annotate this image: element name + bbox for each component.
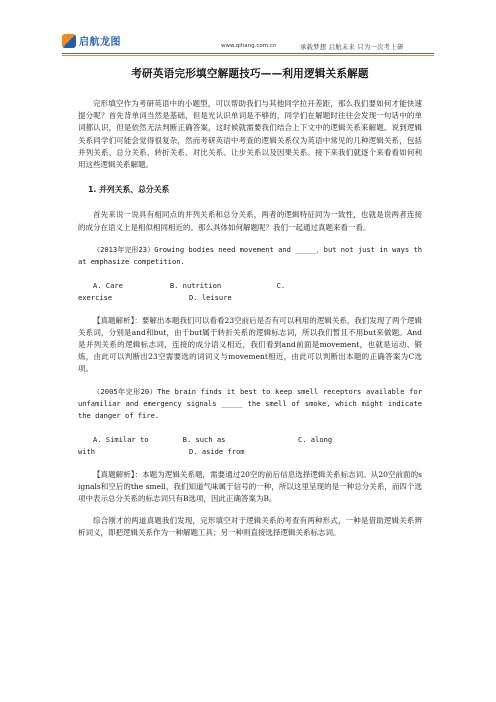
article-title: 考研英语完形填空解题技巧——利用逻辑关系解题 (131, 68, 369, 80)
example1-analysis: 【真题解析】：要解出本题我们可以看看23空前后是否有可以利用的逻辑关系，我们发现了两个逻辑关系词，分别是and和but，由于but属于转折关系的逻辑标志词，所以我们暂且不用but来做题。And是并列关系的逻辑标志词，连接的成分语义相近，我们看到and前面是movement，也就是运动、锻炼，由此可以判断出23空需要选的词词义与movement相近，由此可以判断出本题的正确答案为C选项。 (78, 315, 422, 374)
header-divider-blue (62, 53, 434, 54)
example2-options (78, 434, 422, 458)
example2-options-line2: with D. aside from (78, 447, 245, 457)
section-heading: 1. 并列关系、总分关系 (88, 185, 170, 195)
site-url: www.qihang.com.cn (221, 43, 277, 49)
header-slogan: 承载梦想 启航未来 只为一次考上研 (300, 44, 404, 51)
example1-options-line1: A. Care B. nutrition C. (93, 281, 286, 291)
example1-question: （2013年完形23）Growing bodies need movement and _____，but not just in ways that emphasize competition. (78, 244, 422, 267)
intro-paragraph: 完形填空作为考研英语中的小题型，可以帮助我们与其他同学拉开差距，那么我们要如何才能快速提分呢？首先背单词当然是基础，但是光认识单词是不够的，同学们在解题时往往会发现一句话中的单词都认识，但是依然无法判断正确答案，这时候就需要我们结合上下文中的逻辑关系来解题。说到逻辑关系同学们可能会觉得很复杂，然而考研英语中考查的逻辑关系仅为英语中常见的几种逻辑关系，包括并列关系、总分关系、转折关系、对比关系、让步关系以及因果关系。接下来我们就逐个来看看如何利用这些逻辑关系解题。 (78, 99, 422, 170)
example2-question: （2005年完形20）The brain finds it best to keep smell receptors available for unfamiliar and emergency signals _____ the smell of smoke, which might indicate the danger of fire. (78, 386, 422, 421)
logo-text: 启航龙图 (79, 37, 121, 48)
section-paragraph: 首先来说一说具有相同点的并列关系和总分关系，两者的逻辑特征同为一致性，也就是说两者连接的成分在语义上是相似相同相近的。那么具体如何解题呢？我们一起通过真题来看一看。 (78, 210, 422, 232)
article-body (78, 62, 422, 540)
conclusion-paragraph: 综合刚才的两道真题我们发现，完形填空对于逻辑关系的考查有两种形式，一种是借助逻辑关系辨析词义，即把逻辑关系作为一种解题工具；另一种则直接选择逻辑关系标志词。 (78, 516, 422, 538)
header-divider-orange (62, 55, 434, 56)
example1-options-line2: exercise D. leisure (78, 293, 232, 303)
example2-analysis: 【真题解析】：本题为逻辑关系题，需要通过20空的前后信息选择逻辑关系标志词。从20空前面的signals和空后的the smell，我们知道气味属于信号的一种，所以这里呈现的是一种总分关系，而四个选项中表示总分关系的标志词只有B选项，因此正确答案为B。 (78, 469, 422, 504)
example1-options (78, 280, 422, 304)
logo-icon (62, 34, 76, 48)
brand-logo (62, 33, 121, 48)
example2-options-line1: A. Similar to B. such as C. along (93, 435, 333, 445)
page-header (0, 0, 496, 58)
